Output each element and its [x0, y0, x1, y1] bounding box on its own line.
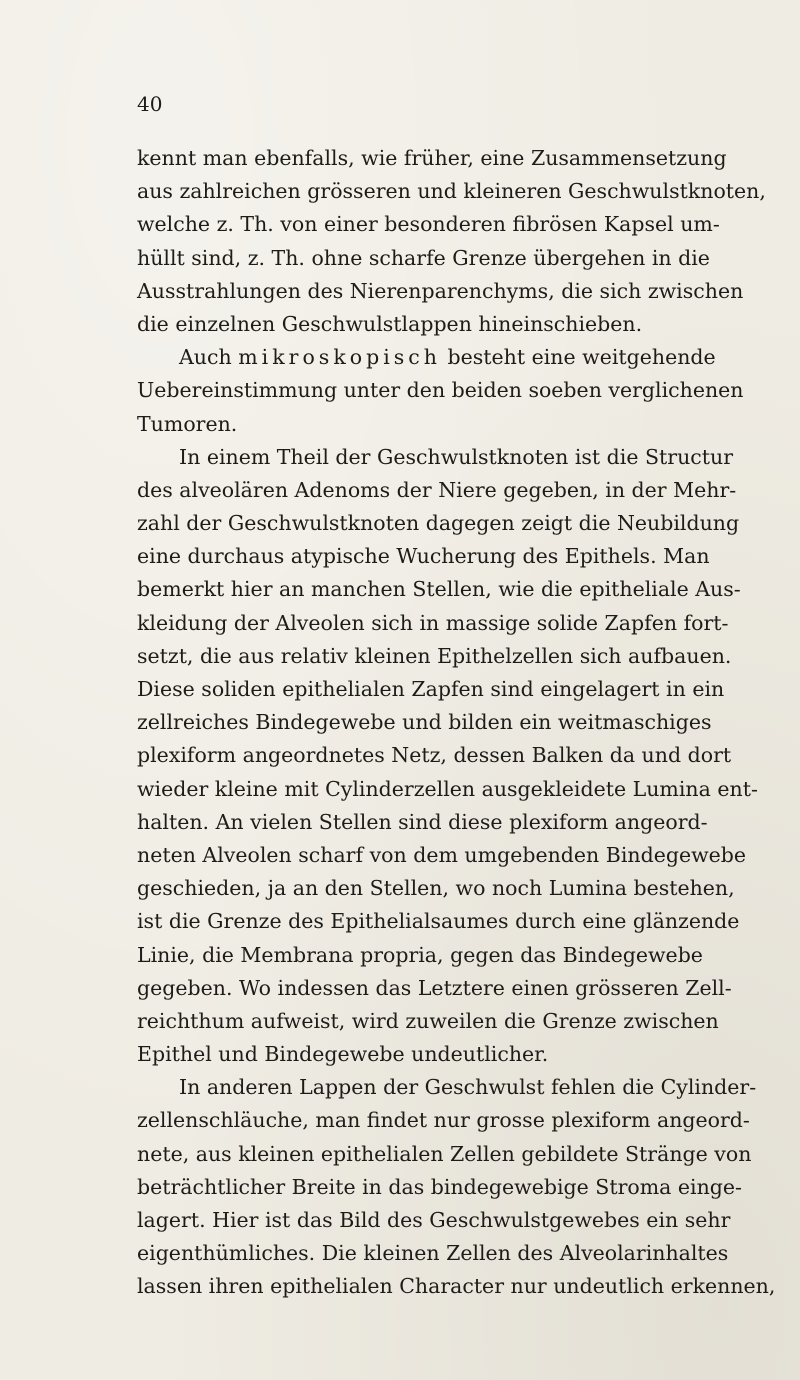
text-line: Epithel und Bindegewebe undeutlicher.	[137, 1042, 549, 1067]
page-number: 40	[137, 92, 163, 116]
text-line: zellreiches Bindegewebe und bilden ein weitmaschiges	[137, 710, 712, 735]
text-line: eigenthümliches. Die kleinen Zellen des Alveolarinhaltes	[137, 1241, 729, 1266]
body-text	[137, 142, 776, 1304]
text-line: bemerkt hier an manchen Stellen, wie die epitheliale Aus-	[137, 577, 741, 602]
text-line: des alveolären Adenoms der Niere gegeben, in der Mehr-	[137, 477, 737, 502]
text-line: halten. An vielen Stellen sind diese plexiform angeord-	[137, 809, 708, 834]
text-line: neten Alveolen scharf von dem umgebenden Bindegewebe	[137, 842, 747, 867]
text-line: beträchtlicher Breite in das bindegewebige Stroma einge-	[137, 1174, 742, 1199]
text-line: aus zahlreichen grösseren und kleineren Geschwulstknoten,	[137, 179, 766, 204]
text-line: reichthum aufweist, wird zuweilen die Grenze zwischen	[137, 1008, 719, 1033]
text-line: hüllt sind, z. Th. ohne scharfe Grenze übergehen in die	[137, 245, 710, 270]
text-line: welche z. Th. von einer besonderen fibrösen Kapsel um-	[137, 212, 720, 237]
text-line-emphasis	[137, 341, 716, 374]
text-line: zellenschläuche, man findet nur grosse plexiform angeord-	[137, 1108, 750, 1133]
text-word: besteht eine weitgehende	[447, 345, 716, 370]
text-line: wieder kleine mit Cylinderzellen ausgekleidete Lumina ent-	[137, 776, 758, 801]
text-line: kleidung der Alveolen sich in massige solide Zapfen fort-	[137, 610, 729, 635]
text-line: zahl der Geschwulstknoten dagegen zeigt die Neubildung	[137, 511, 740, 536]
text-line: nete, aus kleinen epithelialen Zellen gebildete Stränge von	[137, 1141, 752, 1166]
text-line: lassen ihren epithelialen Character nur undeutlich erkennen,	[137, 1274, 776, 1299]
text-line: Tumoren.	[137, 411, 238, 436]
text-line: geschieden, ja an den Stellen, wo noch Lumina bestehen,	[137, 876, 735, 901]
text-line: Linie, die Membrana propria, gegen das Bindegewebe	[137, 942, 703, 967]
text-line: eine durchaus atypische Wucherung des Epithels. Man	[137, 544, 710, 569]
text-line: In einem Theil der Geschwulstknoten ist die Structur	[179, 444, 734, 469]
text-line: lagert. Hier ist das Bild des Geschwulstgewebes ein sehr	[137, 1208, 731, 1232]
text-line: plexiform angeordnetes Netz, dessen Balken da und dort	[137, 743, 732, 768]
text-line: Diese soliden epithelialen Zapfen sind eingelagert in ein	[137, 677, 725, 701]
text-line: setzt, die aus relativ kleinen Epithelzellen sich aufbauen.	[137, 643, 732, 668]
text-line: gegeben. Wo indessen das Letztere einen grösseren Zell-	[137, 975, 732, 1000]
text-line: ist die Grenze des Epithelialsaumes durch eine glänzende	[137, 909, 740, 934]
emphasized-word: mikroskopisch	[238, 345, 441, 370]
text-word: Auch	[179, 345, 232, 370]
text-line: In anderen Lappen der Geschwulst fehlen die Cylinder-	[179, 1075, 757, 1100]
text-line: kennt man ebenfalls, wie früher, eine Zusammensetzung	[137, 146, 727, 170]
text-line: Ausstrahlungen des Nierenparenchyms, die sich zwischen	[137, 278, 744, 303]
text-line: die einzelnen Geschwulstlappen hineinschieben.	[137, 311, 643, 336]
text-line: Uebereinstimmung unter den beiden soeben verglichenen	[137, 378, 744, 403]
